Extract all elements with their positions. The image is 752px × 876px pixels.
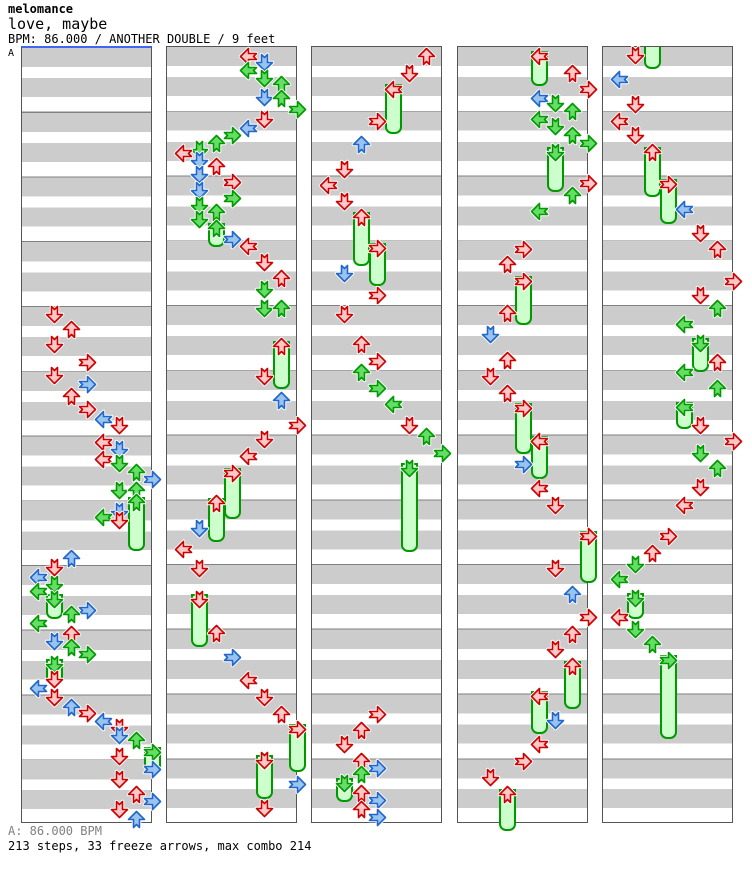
down-arrow-freeze-head xyxy=(627,590,644,607)
down-arrow-note xyxy=(111,512,128,529)
down-arrow-freeze-head xyxy=(191,591,208,608)
down-arrow-note xyxy=(627,127,644,144)
right-arrow-freeze-head xyxy=(515,273,532,290)
up-arrow-note xyxy=(128,811,145,828)
down-arrow-note xyxy=(256,70,273,87)
chart-column-3 xyxy=(311,46,442,823)
right-arrow-note xyxy=(224,190,241,207)
down-arrow-note xyxy=(627,556,644,573)
chart-column-1 xyxy=(21,46,152,823)
down-arrow-note xyxy=(627,96,644,113)
up-arrow-note xyxy=(564,65,581,82)
down-arrow-note xyxy=(46,367,63,384)
right-arrow-note xyxy=(369,287,386,304)
down-arrow-note xyxy=(256,54,273,71)
up-arrow-freeze-head xyxy=(644,144,661,161)
right-arrow-freeze-head xyxy=(289,721,306,738)
down-arrow-note xyxy=(482,326,499,343)
down-arrow-note xyxy=(256,89,273,106)
left-arrow-note xyxy=(175,145,192,162)
down-arrow-note xyxy=(547,560,564,577)
up-arrow-note xyxy=(564,626,581,643)
up-arrow-freeze-head xyxy=(353,209,370,226)
right-arrow-note xyxy=(144,761,161,778)
left-arrow-note xyxy=(240,120,257,137)
right-arrow-note xyxy=(79,401,96,418)
song-title: love, maybe xyxy=(8,15,108,33)
up-arrow-note xyxy=(353,722,370,739)
left-arrow-note xyxy=(240,238,257,255)
down-arrow-note xyxy=(336,265,353,282)
down-arrow-note xyxy=(627,621,644,638)
down-arrow-note xyxy=(191,166,208,183)
down-arrow-note xyxy=(111,748,128,765)
down-arrow-note xyxy=(111,801,128,818)
right-arrow-freeze-head xyxy=(580,528,597,545)
down-arrow-note xyxy=(401,65,418,82)
artist-name: melomance xyxy=(8,2,74,16)
left-arrow-note xyxy=(611,571,628,588)
right-arrow-note xyxy=(79,376,96,393)
up-arrow-freeze-head xyxy=(208,495,225,512)
up-arrow-note xyxy=(128,786,145,803)
down-arrow-note xyxy=(46,671,63,688)
down-arrow-note xyxy=(111,727,128,744)
up-arrow-note xyxy=(564,103,581,120)
left-arrow-note xyxy=(531,736,548,753)
down-arrow-note xyxy=(191,211,208,228)
left-arrow-note xyxy=(95,713,112,730)
down-arrow-note xyxy=(692,225,709,242)
left-arrow-note xyxy=(676,364,693,381)
bpm-difficulty-line: BPM: 86.000 / ANOTHER DOUBLE / 9 feet xyxy=(8,32,276,46)
down-arrow-note xyxy=(46,336,63,353)
left-arrow-note xyxy=(240,448,257,465)
left-arrow-note xyxy=(30,615,47,632)
right-arrow-note xyxy=(289,776,306,793)
down-arrow-note xyxy=(256,281,273,298)
down-arrow-note xyxy=(111,417,128,434)
left-arrow-freeze-head xyxy=(676,399,693,416)
down-arrow-note xyxy=(482,769,499,786)
right-arrow-note xyxy=(725,433,742,450)
right-arrow-note xyxy=(580,609,597,626)
down-arrow-note xyxy=(191,560,208,577)
left-arrow-note xyxy=(611,609,628,626)
up-arrow-freeze-head xyxy=(499,786,516,803)
down-arrow-note xyxy=(336,193,353,210)
right-arrow-freeze-head xyxy=(660,652,677,669)
left-arrow-note xyxy=(385,396,402,413)
down-arrow-note xyxy=(46,306,63,323)
down-arrow-freeze-head xyxy=(692,335,709,352)
up-arrow-note xyxy=(63,606,80,623)
right-arrow-freeze-head xyxy=(660,176,677,193)
down-arrow-note xyxy=(547,641,564,658)
left-arrow-freeze-head xyxy=(531,48,548,65)
up-arrow-note xyxy=(208,135,225,152)
up-arrow-note xyxy=(709,354,726,371)
down-arrow-note xyxy=(256,800,273,817)
down-arrow-note xyxy=(46,689,63,706)
up-arrow-note xyxy=(709,460,726,477)
right-arrow-note xyxy=(369,706,386,723)
up-arrow-note xyxy=(709,241,726,258)
left-arrow-note xyxy=(676,201,693,218)
right-arrow-note xyxy=(515,753,532,770)
right-arrow-note xyxy=(369,353,386,370)
right-arrow-note xyxy=(369,113,386,130)
right-arrow-note xyxy=(369,809,386,826)
up-arrow-note xyxy=(418,428,435,445)
up-arrow-note xyxy=(709,380,726,397)
right-arrow-note xyxy=(224,231,241,248)
up-arrow-note xyxy=(353,801,370,818)
up-arrow-note xyxy=(418,48,435,65)
down-arrow-note xyxy=(336,161,353,178)
down-arrow-note xyxy=(336,306,353,323)
up-arrow-freeze-head xyxy=(564,658,581,675)
down-arrow-note xyxy=(627,47,644,64)
footer-bpm-line: A: 86.000 BPM xyxy=(8,824,102,838)
right-arrow-note xyxy=(369,380,386,397)
right-arrow-note xyxy=(515,456,532,473)
left-arrow-note xyxy=(531,203,548,220)
down-arrow-note xyxy=(256,300,273,317)
down-arrow-note xyxy=(46,576,63,593)
footer-stats-line: 213 steps, 33 freeze arrows, max combo 214 xyxy=(8,839,312,853)
right-arrow-note xyxy=(79,705,96,722)
section-label: A xyxy=(8,48,15,59)
down-arrow-note xyxy=(692,445,709,462)
right-arrow-note xyxy=(369,792,386,809)
right-arrow-note xyxy=(79,354,96,371)
up-arrow-note xyxy=(353,766,370,783)
right-arrow-note xyxy=(144,471,161,488)
up-arrow-note xyxy=(63,550,80,567)
up-arrow-note xyxy=(564,127,581,144)
left-arrow-note xyxy=(30,583,47,600)
right-arrow-note xyxy=(79,602,96,619)
up-arrow-note xyxy=(499,256,516,273)
left-arrow-note xyxy=(95,451,112,468)
down-arrow-note xyxy=(692,417,709,434)
right-arrow-note xyxy=(224,127,241,144)
down-arrow-note xyxy=(111,455,128,472)
left-arrow-note xyxy=(175,541,192,558)
down-arrow-note xyxy=(547,95,564,112)
down-arrow-note xyxy=(401,417,418,434)
left-arrow-freeze-head xyxy=(385,81,402,98)
right-arrow-note xyxy=(580,81,597,98)
chart-column-4 xyxy=(457,46,588,823)
down-arrow-note xyxy=(256,431,273,448)
down-arrow-note xyxy=(336,736,353,753)
down-arrow-note xyxy=(111,482,128,499)
left-arrow-note xyxy=(676,497,693,514)
down-arrow-note xyxy=(692,287,709,304)
up-arrow-freeze-head xyxy=(208,220,225,237)
left-arrow-note xyxy=(30,680,47,697)
left-arrow-note xyxy=(531,111,548,128)
right-arrow-freeze-head xyxy=(515,400,532,417)
up-arrow-note xyxy=(273,270,290,287)
up-arrow-note xyxy=(499,305,516,322)
up-arrow-note xyxy=(353,785,370,802)
right-arrow-freeze-head xyxy=(369,240,386,257)
up-arrow-note xyxy=(128,732,145,749)
left-arrow-note xyxy=(95,411,112,428)
down-arrow-note xyxy=(547,712,564,729)
up-arrow-note xyxy=(644,636,661,653)
left-arrow-note xyxy=(676,316,693,333)
up-arrow-note xyxy=(63,321,80,338)
left-arrow-note xyxy=(611,113,628,130)
right-arrow-freeze-head xyxy=(224,465,241,482)
up-arrow-freeze-head xyxy=(128,494,145,511)
left-arrow-note xyxy=(611,71,628,88)
right-arrow-note xyxy=(224,649,241,666)
right-arrow-note xyxy=(79,646,96,663)
down-arrow-freeze-head xyxy=(401,460,418,477)
down-arrow-note xyxy=(692,479,709,496)
right-arrow-note xyxy=(515,241,532,258)
down-arrow-note xyxy=(256,254,273,271)
chart-column-2 xyxy=(166,46,297,823)
left-arrow-note xyxy=(320,177,337,194)
up-arrow-note xyxy=(273,706,290,723)
left-arrow-note xyxy=(531,480,548,497)
up-arrow-freeze-head xyxy=(273,338,290,355)
down-arrow-note xyxy=(547,118,564,135)
down-arrow-freeze-head xyxy=(46,591,63,608)
down-arrow-note xyxy=(256,111,273,128)
up-arrow-note xyxy=(273,392,290,409)
up-arrow-note xyxy=(644,545,661,562)
up-arrow-note xyxy=(128,464,145,481)
up-arrow-note xyxy=(63,699,80,716)
down-arrow-note xyxy=(191,520,208,537)
down-arrow-note xyxy=(256,689,273,706)
up-arrow-note xyxy=(353,364,370,381)
right-arrow-freeze-head xyxy=(144,744,161,761)
up-arrow-note xyxy=(353,136,370,153)
right-arrow-note xyxy=(660,528,677,545)
right-arrow-note xyxy=(725,273,742,290)
up-arrow-note xyxy=(564,586,581,603)
up-arrow-note xyxy=(273,90,290,107)
down-arrow-freeze-head xyxy=(547,144,564,161)
down-arrow-note xyxy=(547,497,564,514)
up-arrow-note xyxy=(208,625,225,642)
down-arrow-note xyxy=(111,771,128,788)
up-arrow-note xyxy=(709,300,726,317)
right-arrow-note xyxy=(434,445,451,462)
up-arrow-note xyxy=(273,300,290,317)
chart-column-5 xyxy=(602,46,733,823)
down-arrow-note xyxy=(46,633,63,650)
up-arrow-note xyxy=(353,336,370,353)
up-arrow-note xyxy=(564,187,581,204)
freeze-arrow-body xyxy=(644,47,661,69)
up-arrow-note xyxy=(63,639,80,656)
down-arrow-note xyxy=(482,368,499,385)
left-arrow-freeze-head xyxy=(531,433,548,450)
right-arrow-note xyxy=(580,175,597,192)
up-arrow-note xyxy=(208,204,225,221)
left-arrow-note xyxy=(531,90,548,107)
right-arrow-note xyxy=(369,760,386,777)
up-arrow-note xyxy=(63,388,80,405)
down-arrow-freeze-head xyxy=(336,775,353,792)
left-arrow-note xyxy=(95,509,112,526)
right-arrow-note xyxy=(289,101,306,118)
down-arrow-note xyxy=(256,368,273,385)
left-arrow-note xyxy=(95,434,112,451)
right-arrow-note xyxy=(289,417,306,434)
up-arrow-note xyxy=(499,385,516,402)
down-arrow-note xyxy=(191,182,208,199)
left-arrow-note xyxy=(240,62,257,79)
left-arrow-freeze-head xyxy=(531,688,548,705)
down-arrow-freeze-head xyxy=(256,752,273,769)
right-arrow-note xyxy=(580,135,597,152)
down-arrow-note xyxy=(46,559,63,576)
left-arrow-note xyxy=(240,672,257,689)
right-arrow-note xyxy=(224,174,241,191)
up-arrow-note xyxy=(208,158,225,175)
right-arrow-note xyxy=(144,793,161,810)
down-arrow-freeze-head xyxy=(46,656,63,673)
up-arrow-note xyxy=(499,352,516,369)
